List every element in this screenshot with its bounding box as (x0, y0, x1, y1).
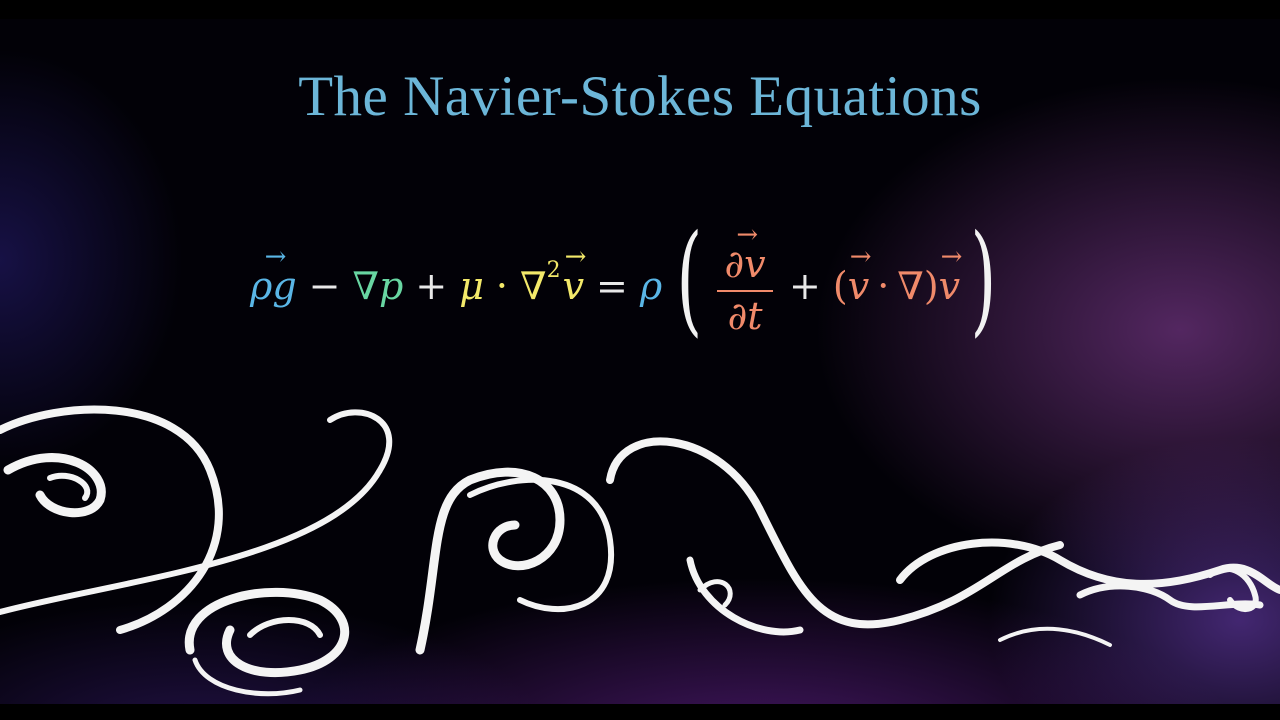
pressure-gradient-term: ∇p (352, 264, 404, 308)
advection-dot: · (877, 264, 890, 308)
advection-open-paren: ( (832, 264, 848, 308)
advection-velocity: v → (848, 264, 869, 308)
plus-sign-2: + (789, 264, 821, 308)
navier-stokes-equation (250, 210, 1007, 349)
laplacian-exponent: 2 (546, 257, 561, 283)
advection-nabla: ∇ (897, 264, 924, 308)
letterbox-bottom (0, 704, 1280, 720)
laplacian-operator: ∇ (520, 264, 547, 308)
time-derivative-fraction (717, 234, 773, 338)
right-parenthesis: ) (970, 210, 997, 349)
plus-sign: + (415, 264, 448, 308)
equals-sign: = (596, 264, 628, 308)
advection-close-paren: ) (923, 264, 939, 308)
velocity-vector: v → (563, 264, 584, 308)
dot-operator: · (495, 264, 509, 308)
density-symbol: ρ (639, 264, 663, 308)
fraction-bar (717, 290, 773, 292)
fraction-denominator: ∂t (727, 294, 763, 338)
page-title: The Navier-Stokes Equations (298, 65, 982, 128)
fraction-numerator: ∂v → (718, 234, 771, 286)
advection-velocity-2: v → (939, 264, 960, 308)
viscosity-coefficient: μ (459, 264, 484, 308)
minus-sign: − (308, 264, 341, 308)
letterbox-top (0, 0, 1280, 19)
left-parenthesis: ( (676, 210, 703, 349)
gravity-term: ρg → (250, 264, 297, 308)
